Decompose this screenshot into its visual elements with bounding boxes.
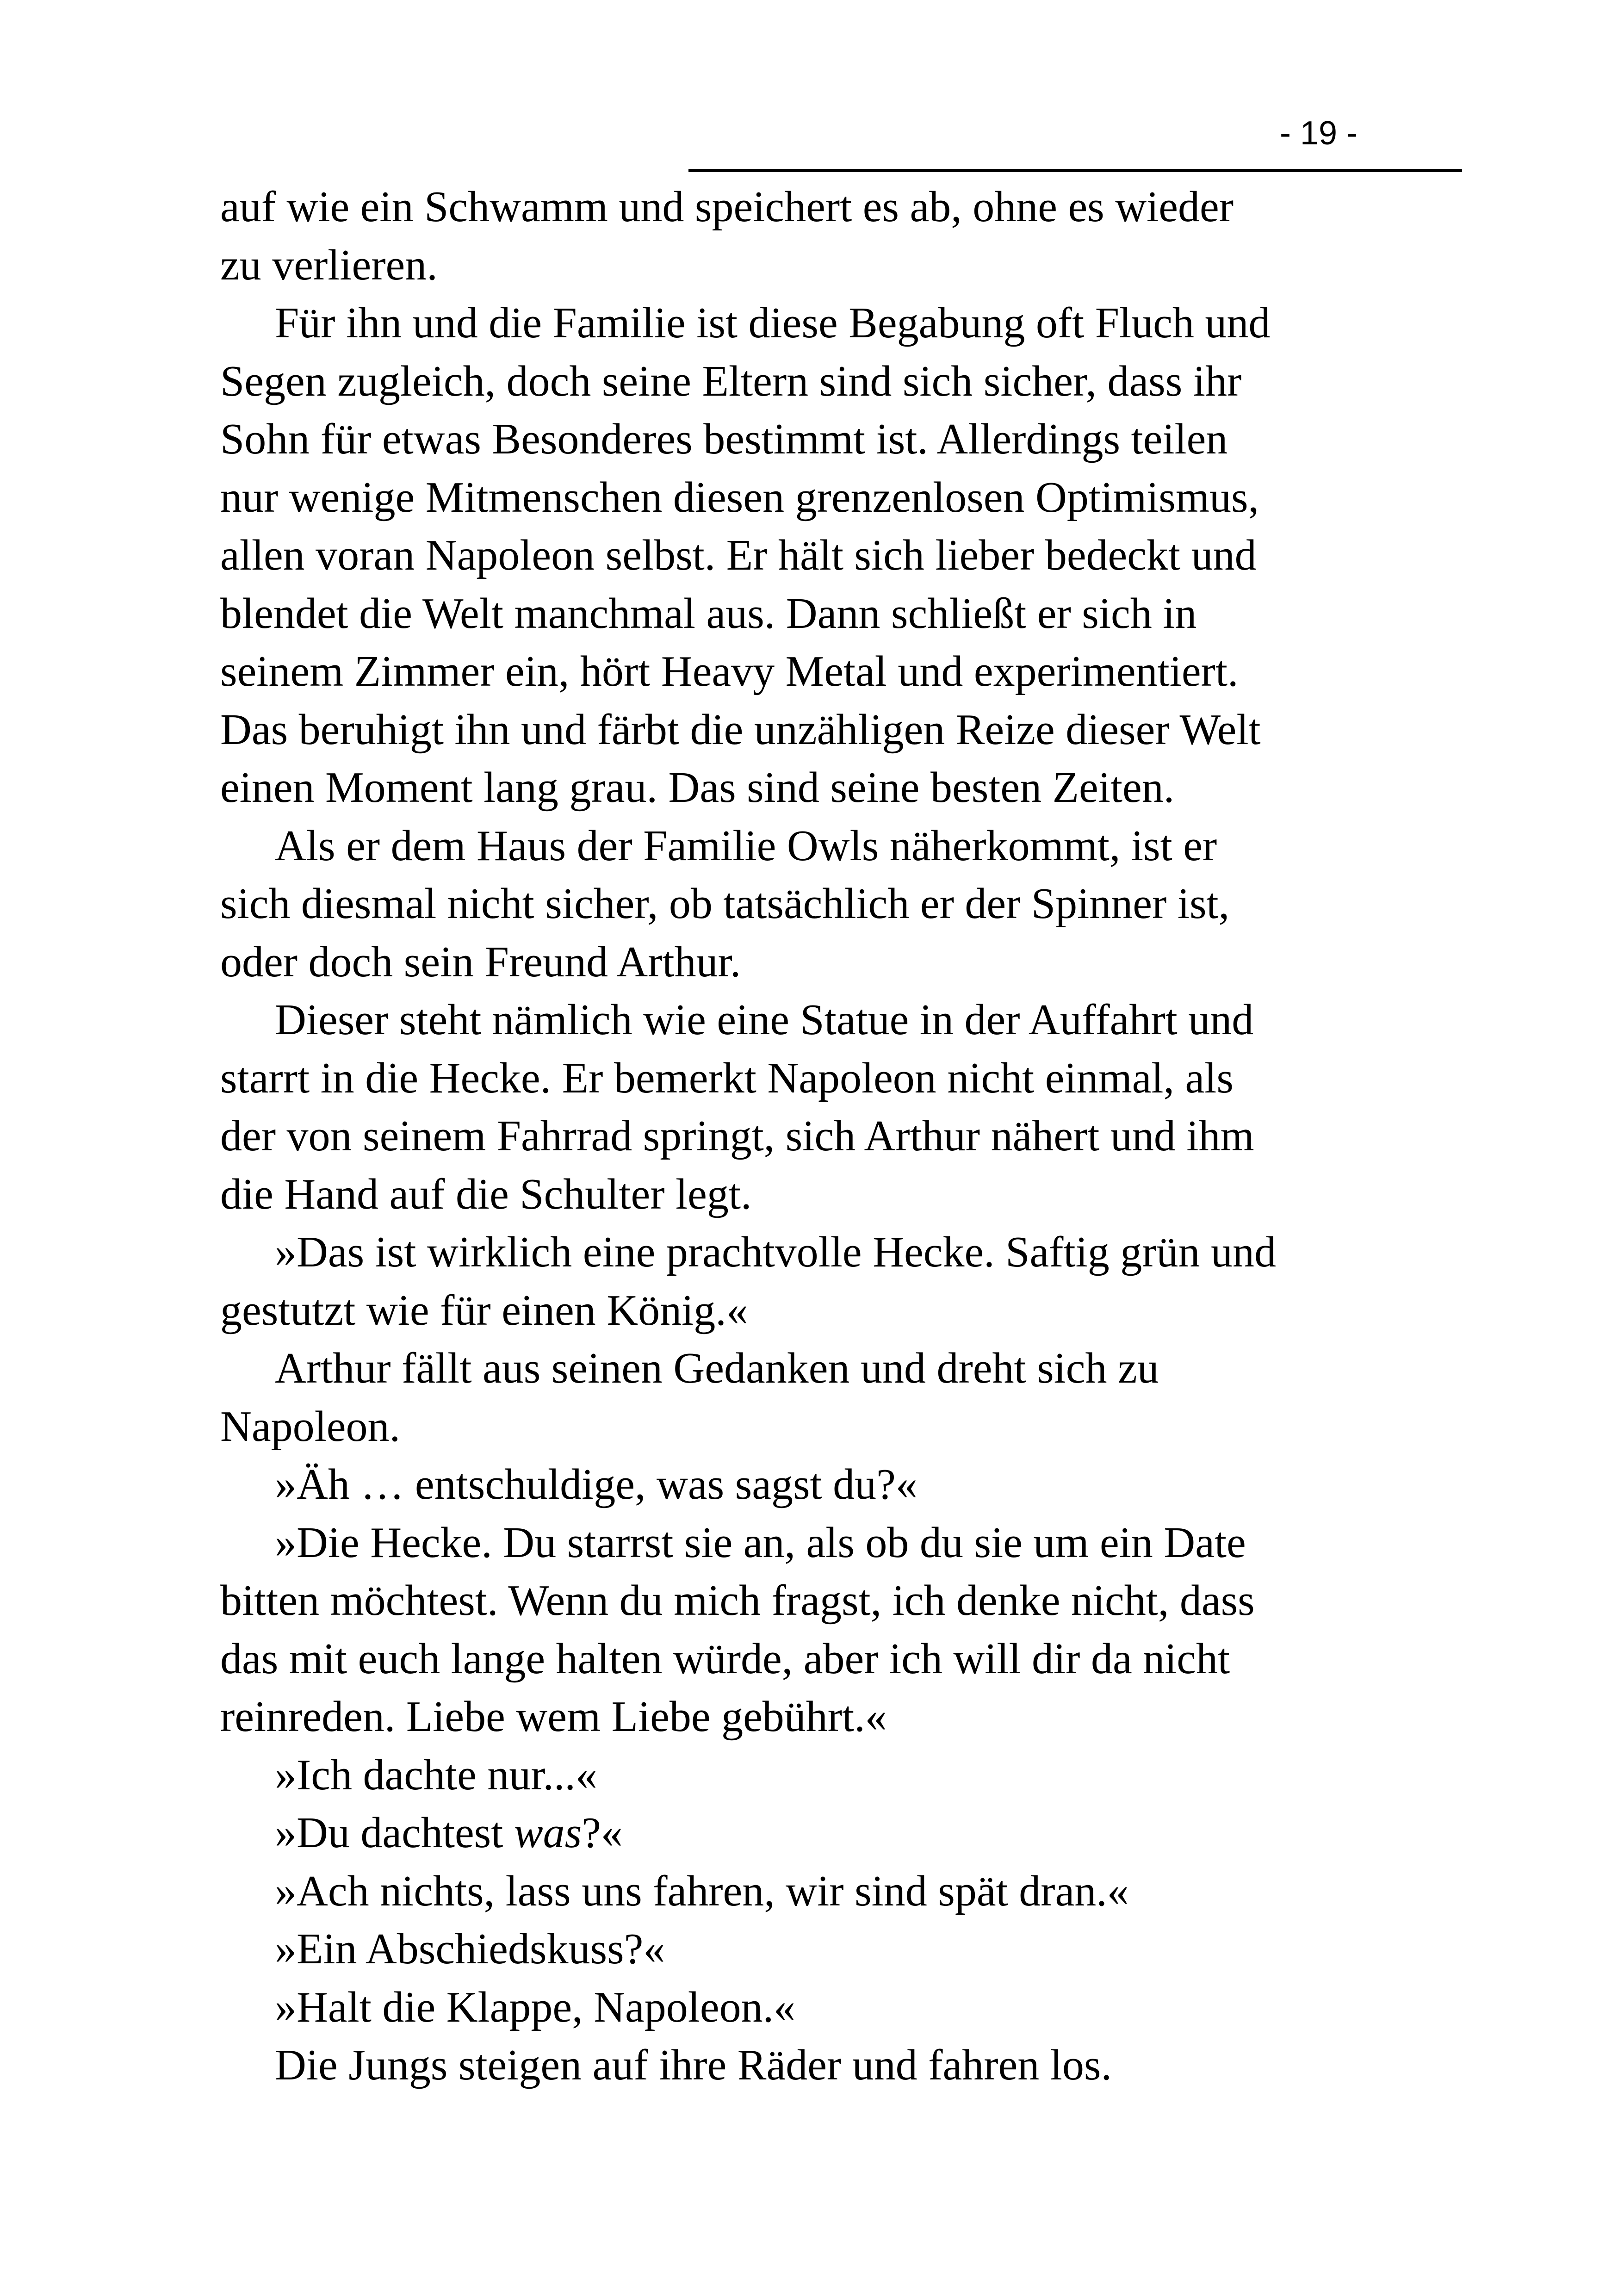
text-line: »Ein Abschiedskuss?« — [275, 1925, 665, 1973]
text-line: Sohn für etwas Besonderes bestimmt ist. Allerdings teilen — [220, 415, 1228, 463]
text-line: Segen zugleich, doch seine Eltern sind sich sicher, dass ihr — [220, 357, 1242, 405]
text-line: reinreden. Liebe wem Liebe gebührt.« — [220, 1693, 887, 1741]
text-line: oder doch sein Freund Arthur. — [220, 937, 741, 986]
header-rule — [688, 169, 1462, 172]
text-line: »Du dachtest — [275, 1809, 514, 1857]
text-line: gestutzt wie für einen König.« — [220, 1286, 748, 1334]
paragraph — [220, 1223, 1423, 1340]
emphasis-text: was — [514, 1809, 582, 1857]
text-line: seinem Zimmer ein, hört Heavy Metal und experimentiert. — [220, 647, 1239, 695]
text-line: Das beruhigt ihn und färbt die unzähligen Reize dieser Welt — [220, 705, 1261, 754]
paragraph — [220, 1804, 1423, 1862]
text-line: der von seinem Fahrrad springt, sich Arthur nähert und ihm — [220, 1112, 1254, 1160]
paragraph — [220, 294, 1423, 817]
paragraph — [220, 178, 1423, 294]
text-line: Für ihn und die Familie ist diese Begabung oft Fluch und — [275, 299, 1271, 347]
text-line: die Hand auf die Schulter legt. — [220, 1170, 752, 1218]
text-line: »Die Hecke. Du starrst sie an, als ob du sie um ein Date — [275, 1518, 1246, 1567]
paragraph — [220, 1456, 1423, 1514]
text-line: »Ach nichts, lass uns fahren, wir sind spät dran.« — [275, 1867, 1129, 1915]
paragraph — [220, 1862, 1423, 1921]
paragraph — [220, 817, 1423, 992]
text-line: nur wenige Mitmenschen diesen grenzenlosen Optimismus, — [220, 473, 1259, 521]
text-line: »Halt die Klappe, Napoleon.« — [275, 1983, 796, 2031]
paragraph — [220, 1340, 1423, 1456]
text-line: das mit euch lange halten würde, aber ich will dir da nicht — [220, 1634, 1230, 1683]
text-line: »Das ist wirklich eine prachtvolle Hecke. Saftig grün und — [275, 1228, 1277, 1276]
text-line: ?« — [582, 1809, 623, 1857]
text-line: allen voran Napoleon selbst. Er hält sich lieber bedeckt und — [220, 531, 1257, 579]
text-line: bitten möchtest. Wenn du mich fragst, ich denke nicht, dass — [220, 1576, 1255, 1625]
paragraph — [220, 2036, 1423, 2095]
text-line: Als er dem Haus der Familie Owls näherkommt, ist er — [275, 821, 1217, 870]
text-line: Napoleon. — [220, 1402, 400, 1451]
text-line: zu verlieren. — [220, 241, 438, 289]
body-text — [220, 178, 1423, 2095]
text-line: »Äh … entschuldige, was sagst du?« — [275, 1460, 917, 1508]
text-line: Dieser steht nämlich wie eine Statue in der Auffahrt und — [275, 996, 1254, 1044]
text-line: sich diesmal nicht sicher, ob tatsächlich er der Spinner ist, — [220, 880, 1230, 928]
paragraph — [220, 991, 1423, 1223]
text-line: blendet die Welt manchmal aus. Dann schließt er sich in — [220, 589, 1197, 638]
text-line: einen Moment lang grau. Das sind seine besten Zeiten. — [220, 763, 1175, 812]
text-line: auf wie ein Schwamm und speichert es ab, ohne es wieder — [220, 183, 1234, 231]
text-line: »Ich dachte nur...« — [275, 1750, 597, 1799]
paragraph — [220, 1746, 1423, 1805]
text-line: starrt in die Hecke. Er bemerkt Napoleon nicht einmal, als — [220, 1054, 1234, 1102]
paragraph — [220, 1514, 1423, 1746]
text-line: Die Jungs steigen auf ihre Räder und fahren los. — [275, 2041, 1112, 2089]
paragraph — [220, 1920, 1423, 1979]
text-line: Arthur fällt aus seinen Gedanken und dreht sich zu — [275, 1344, 1159, 1392]
page-number: - 19 - — [1279, 115, 1358, 152]
paragraph — [220, 1979, 1423, 2037]
